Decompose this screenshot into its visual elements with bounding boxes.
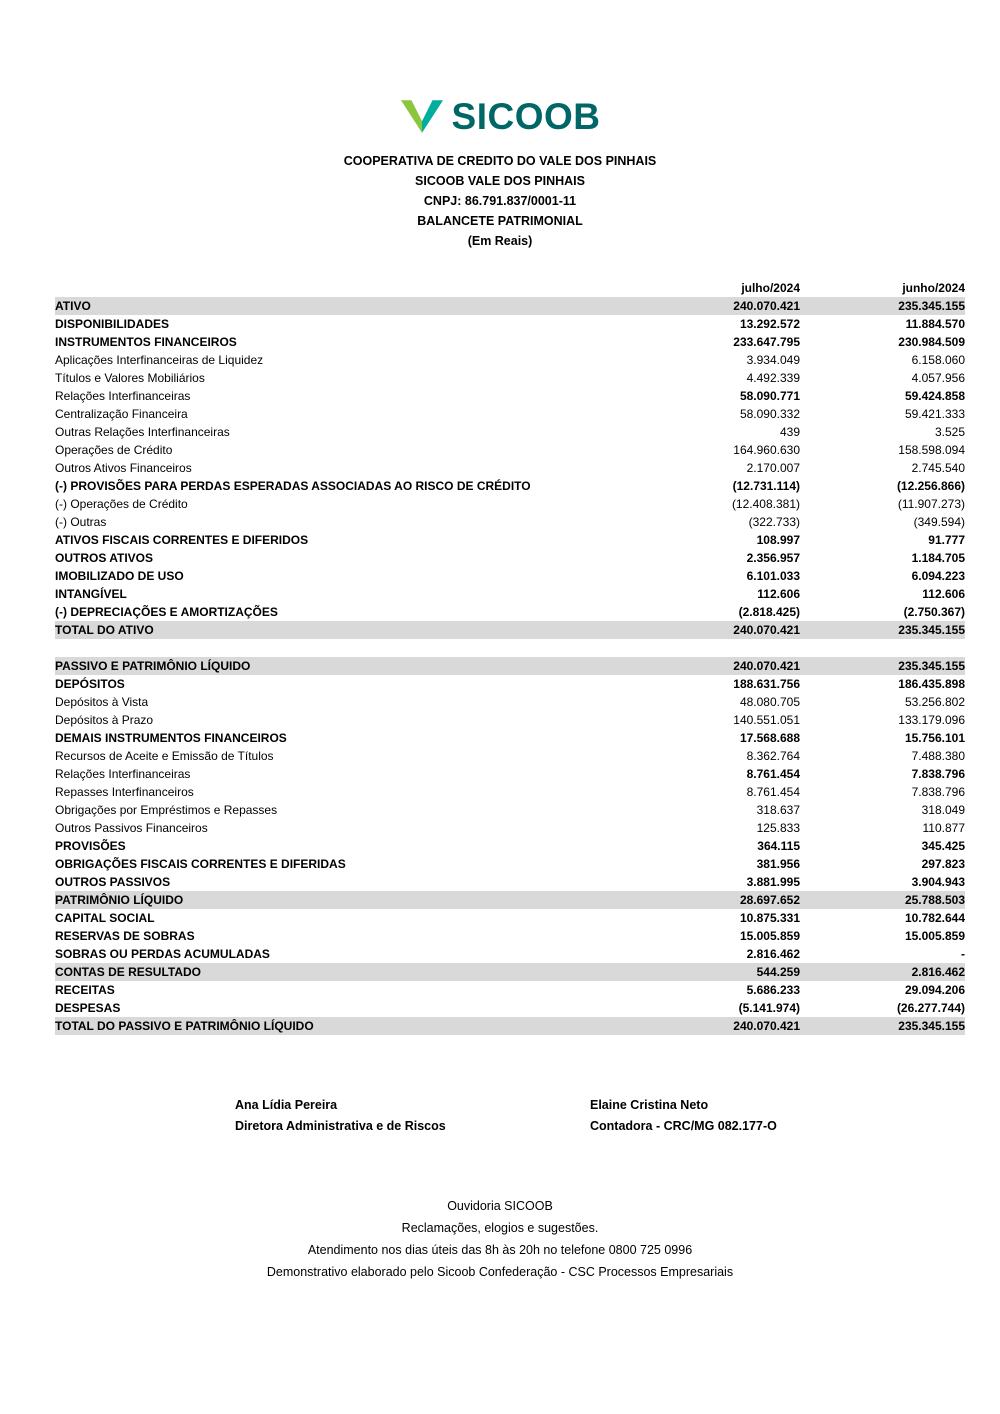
value-junho: 1.184.705 (911, 551, 965, 565)
value-julho: 233.647.795 (733, 335, 800, 349)
table-row (55, 999, 965, 1017)
value-junho: 3.525 (934, 425, 965, 439)
table-row (55, 495, 965, 513)
column-header-row (55, 279, 965, 297)
row-label: Outras Relações Interfinanceiras (55, 425, 230, 439)
table-row (55, 1017, 965, 1035)
value-julho: 2.816.462 (746, 947, 800, 961)
value-julho: 17.568.688 (739, 731, 800, 745)
spacer-row (55, 639, 965, 657)
table-row (55, 747, 965, 765)
entity-name: SICOOB VALE DOS PINHAIS (415, 174, 585, 188)
org-name: COOPERATIVA DE CREDITO DO VALE DOS PINHAIS (343, 154, 657, 168)
table-row (55, 891, 965, 909)
row-label: TOTAL DO PASSIVO E PATRIMÔNIO LÍQUIDO (55, 1019, 314, 1033)
table-row (55, 387, 965, 405)
value-junho: 110.877 (922, 821, 965, 835)
table-row (55, 765, 965, 783)
row-label: (-) PROVISÕES PARA PERDAS ESPERADAS ASSOCIADAS AO RISCO DE CRÉDITO (55, 479, 531, 493)
sicoob-logo-icon (400, 99, 444, 134)
value-julho: 364.115 (757, 839, 800, 853)
value-junho: 59.421.333 (904, 407, 965, 421)
value-junho: 158.598.094 (898, 443, 965, 457)
value-junho: 186.435.898 (898, 677, 965, 691)
row-label: ATIVO (55, 299, 91, 313)
signer-name: Ana Lídia Pereira (235, 1098, 338, 1112)
value-julho: 240.070.421 (733, 1019, 800, 1033)
document-header (0, 151, 1000, 251)
value-junho: 29.094.206 (904, 983, 965, 997)
table-row (55, 603, 965, 621)
value-junho: 235.345.155 (898, 1019, 965, 1033)
value-junho: 297.823 (921, 857, 965, 871)
value-julho: 8.362.764 (746, 749, 800, 763)
row-label: (-) Outras (55, 515, 107, 529)
table-row (55, 423, 965, 441)
table-row (55, 351, 965, 369)
value-junho: 345.425 (921, 839, 965, 853)
row-label: (-) DEPRECIAÇÕES E AMORTIZAÇÕES (55, 605, 278, 619)
value-junho: 112.606 (922, 587, 965, 601)
row-label: IMOBILIZADO DE USO (55, 569, 184, 583)
row-label: ATIVOS FISCAIS CORRENTES E DIFERIDOS (55, 533, 309, 547)
value-junho: 7.488.380 (911, 749, 965, 763)
row-label: Relações Interfinanceiras (55, 767, 191, 781)
value-julho: 48.080.705 (739, 695, 800, 709)
row-label: INTANGÍVEL (55, 587, 127, 601)
row-label: Centralização Financeira (55, 407, 188, 421)
row-label: OUTROS PASSIVOS (55, 875, 171, 889)
value-julho: 240.070.421 (733, 659, 800, 673)
row-label: Outros Passivos Financeiros (55, 821, 208, 835)
value-junho: 15.756.101 (904, 731, 965, 745)
table-row (55, 477, 965, 495)
row-label: (-) Operações de Crédito (55, 497, 188, 511)
value-junho: 4.057.956 (911, 371, 965, 385)
footer (0, 1195, 1000, 1283)
table-row (55, 819, 965, 837)
value-junho: (26.277.744) (896, 1001, 965, 1015)
value-julho: 10.875.331 (739, 911, 800, 925)
table-row (55, 297, 965, 315)
signatures (0, 1095, 1000, 1137)
col-junho-header: junho/2024 (902, 281, 965, 295)
value-julho: 58.090.332 (739, 407, 800, 421)
row-label: PROVISÕES (55, 839, 126, 853)
value-junho: 59.424.858 (904, 389, 965, 403)
row-label: OBRIGAÇÕES FISCAIS CORRENTES E DIFERIDAS (55, 857, 346, 871)
row-label: Repasses Interfinanceiros (55, 785, 194, 799)
table-row (55, 459, 965, 477)
value-julho: (5.141.974) (738, 1001, 800, 1015)
table-row (55, 333, 965, 351)
value-junho: 25.788.503 (904, 893, 965, 907)
value-julho: 2.170.007 (746, 461, 800, 475)
table-row (55, 837, 965, 855)
cnpj: CNPJ: 86.791.837/0001-11 (423, 194, 577, 208)
table-row (55, 783, 965, 801)
value-julho: 108.997 (756, 533, 800, 547)
table-row (55, 945, 965, 963)
value-junho: 235.345.155 (898, 659, 965, 673)
value-julho: 318.637 (756, 803, 800, 817)
value-julho: 544.259 (756, 965, 800, 979)
currency-note: (Em Reais) (467, 234, 533, 248)
row-label: PATRIMÔNIO LÍQUIDO (55, 893, 184, 907)
value-julho: 3.934.049 (746, 353, 800, 367)
table-row (55, 513, 965, 531)
value-julho: 381.956 (756, 857, 800, 871)
spacer-cell (55, 639, 965, 657)
value-julho: 15.005.859 (739, 929, 800, 943)
value-junho: 235.345.155 (898, 623, 965, 637)
value-julho: 6.101.033 (746, 569, 800, 583)
table-row (55, 585, 965, 603)
value-junho: 15.005.859 (904, 929, 965, 943)
value-julho: 240.070.421 (733, 299, 800, 313)
value-junho: 318.049 (921, 803, 965, 817)
label-column-header (55, 279, 555, 297)
table-row (55, 675, 965, 693)
table-row (55, 729, 965, 747)
value-julho: 125.833 (756, 821, 800, 835)
signature-left (235, 1095, 590, 1137)
row-label: DEMAIS INSTRUMENTOS FINANCEIROS (55, 731, 287, 745)
ouvidoria-subtitle: Reclamações, elogios e sugestões. (401, 1221, 599, 1235)
table-row (55, 621, 965, 639)
value-junho: 235.345.155 (898, 299, 965, 313)
col-julho-header: julho/2024 (741, 281, 800, 295)
table-row (55, 441, 965, 459)
value-julho: (12.408.381) (731, 497, 800, 511)
balance-table (55, 279, 965, 1035)
table-row (55, 531, 965, 549)
table-row (55, 711, 965, 729)
value-junho: 10.782.644 (904, 911, 965, 925)
value-junho: 6.094.223 (911, 569, 965, 583)
row-label: INSTRUMENTOS FINANCEIROS (55, 335, 237, 349)
document-title: BALANCETE PATRIMONIAL (417, 214, 583, 228)
value-junho: (349.594) (913, 515, 965, 529)
table-row (55, 567, 965, 585)
value-junho: 91.777 (928, 533, 965, 547)
row-label: Relações Interfinanceiras (55, 389, 191, 403)
row-label: DEPÓSITOS (55, 677, 125, 691)
value-junho: 53.256.802 (904, 695, 965, 709)
row-label: OUTROS ATIVOS (55, 551, 154, 565)
value-julho: 140.551.051 (733, 713, 800, 727)
row-label: Operações de Crédito (55, 443, 173, 457)
value-julho: 13.292.572 (739, 317, 800, 331)
table-row (55, 963, 965, 981)
table-row (55, 855, 965, 873)
value-julho: 240.070.421 (733, 623, 800, 637)
value-julho: 439 (779, 425, 800, 439)
row-label: PASSIVO E PATRIMÔNIO LÍQUIDO (55, 659, 251, 673)
value-junho: - (961, 947, 965, 961)
table-row (55, 909, 965, 927)
value-junho: 2.745.540 (911, 461, 965, 475)
table-row (55, 981, 965, 999)
row-label: Depósitos à Prazo (55, 713, 154, 727)
value-junho: 3.904.943 (911, 875, 965, 889)
row-label: CAPITAL SOCIAL (55, 911, 155, 925)
phone-line: Atendimento nos dias úteis das 8h às 20h no telefone 0800 725 0996 (307, 1243, 693, 1257)
value-junho: (2.750.367) (903, 605, 965, 619)
row-label: CONTAS DE RESULTADO (55, 965, 201, 979)
value-julho: (12.731.114) (732, 479, 800, 493)
row-label: Recursos de Aceite e Emissão de Títulos (55, 749, 274, 763)
table-row (55, 657, 965, 675)
row-label: Obrigações por Empréstimos e Repasses (55, 803, 278, 817)
table-row (55, 873, 965, 891)
value-julho: 5.686.233 (746, 983, 800, 997)
value-junho: 7.838.796 (911, 785, 965, 799)
value-julho: 112.606 (757, 587, 800, 601)
sicoob-logo (0, 0, 1000, 135)
value-julho: (322.733) (748, 515, 800, 529)
table-row (55, 405, 965, 423)
row-label: Títulos e Valores Mobiliários (55, 371, 205, 385)
value-junho: (12.256.866) (896, 479, 965, 493)
row-label: SOBRAS OU PERDAS ACUMULADAS (55, 947, 270, 961)
row-label: Aplicações Interfinanceiras de Liquidez (55, 353, 264, 367)
value-julho: 188.631.756 (733, 677, 800, 691)
value-julho: 8.761.454 (746, 785, 800, 799)
sicoob-wordmark: SICOOB (451, 96, 601, 137)
elaboration-note: Demonstrativo elaborado pelo Sicoob Confederação - CSC Processos Empresariais (266, 1265, 734, 1279)
value-junho: 11.884.570 (905, 317, 965, 331)
value-junho: 7.838.796 (911, 767, 965, 781)
signer-title: Diretora Administrativa e de Riscos (235, 1119, 446, 1133)
table-row (55, 369, 965, 387)
row-label: Depósitos à Vista (55, 695, 149, 709)
ouvidoria-title: Ouvidoria SICOOB (447, 1199, 553, 1213)
row-label: RECEITAS (55, 983, 115, 997)
table-row (55, 801, 965, 819)
value-julho: 28.697.652 (739, 893, 800, 907)
value-julho: 58.090.771 (739, 389, 800, 403)
value-junho: 230.984.509 (898, 335, 965, 349)
row-label: TOTAL DO ATIVO (55, 623, 154, 637)
table-row (55, 549, 965, 567)
value-junho: 133.179.096 (898, 713, 965, 727)
row-label: DESPESAS (55, 1001, 121, 1015)
balance-table-body (55, 297, 965, 1035)
value-julho: (2.818.425) (738, 605, 800, 619)
table-row (55, 693, 965, 711)
value-junho: 2.816.462 (911, 965, 965, 979)
signature-right (590, 1095, 777, 1137)
value-julho: 164.960.630 (733, 443, 800, 457)
table-row (55, 927, 965, 945)
row-label: DISPONIBILIDADES (55, 317, 170, 331)
value-julho: 2.356.957 (746, 551, 800, 565)
value-julho: 8.761.454 (746, 767, 800, 781)
signer-title: Contadora - CRC/MG 082.177-O (590, 1119, 777, 1133)
row-label: Outros Ativos Financeiros (55, 461, 192, 475)
value-junho: 6.158.060 (911, 353, 965, 367)
value-julho: 4.492.339 (746, 371, 800, 385)
row-label: RESERVAS DE SOBRAS (55, 929, 195, 943)
value-junho: (11.907.273) (897, 497, 965, 511)
value-julho: 3.881.995 (746, 875, 800, 889)
signer-name: Elaine Cristina Neto (590, 1098, 709, 1112)
table-row (55, 315, 965, 333)
